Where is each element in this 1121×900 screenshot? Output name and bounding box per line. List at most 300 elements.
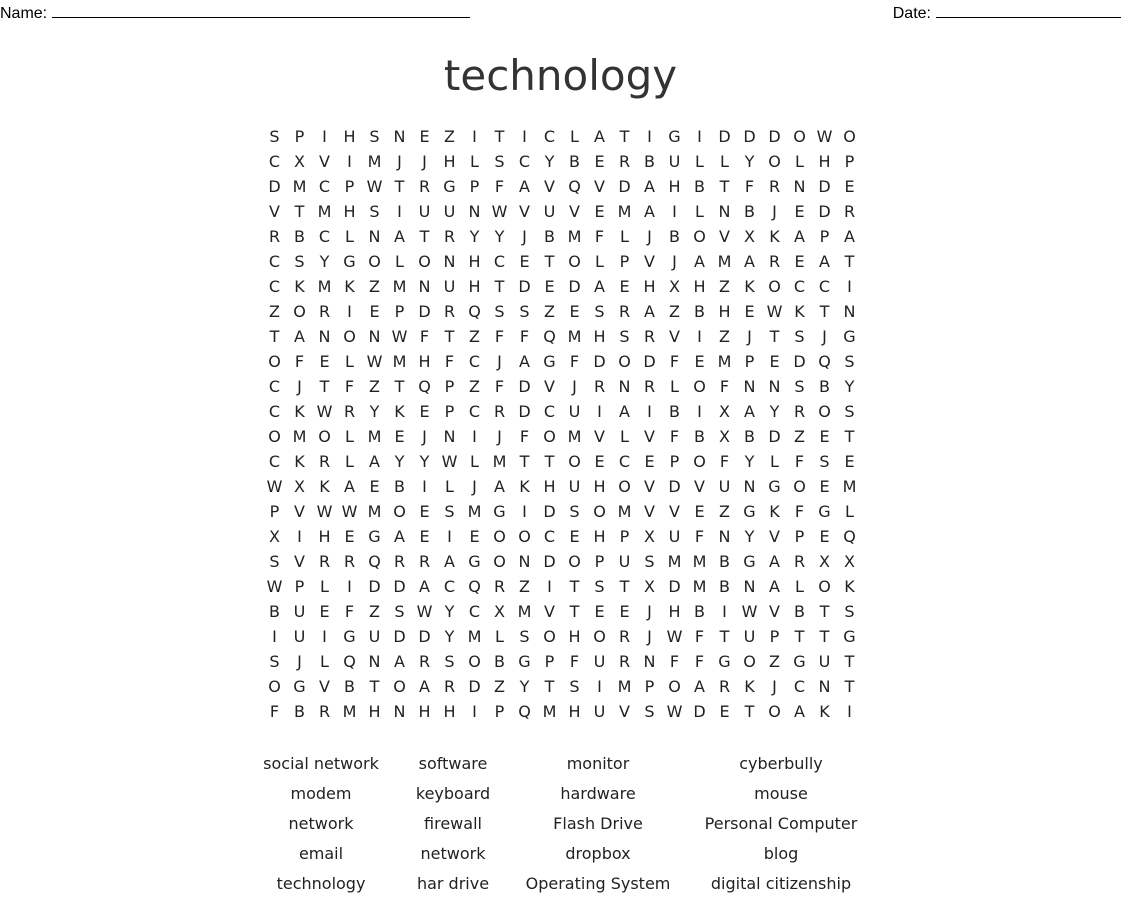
grid-letter[interactable]: C	[793, 677, 806, 696]
grid-letter[interactable]: A	[744, 402, 755, 421]
grid-letter[interactable]: B	[669, 227, 680, 246]
grid-letter[interactable]: H	[668, 177, 681, 196]
grid-letter[interactable]: E	[844, 452, 855, 471]
grid-letter[interactable]: S	[819, 452, 830, 471]
grid-letter[interactable]: Q	[468, 577, 481, 596]
grid-letter[interactable]: I	[322, 627, 327, 646]
name-blank-line[interactable]	[52, 3, 470, 18]
grid-letter[interactable]: O	[768, 702, 781, 721]
grid-letter[interactable]: R	[593, 377, 606, 396]
grid-letter[interactable]: S	[619, 327, 630, 346]
grid-letter[interactable]: M	[842, 477, 857, 496]
grid-letter[interactable]: U	[568, 477, 581, 496]
grid-letter[interactable]: Q	[543, 327, 556, 346]
grid-letter[interactable]: O	[568, 552, 581, 571]
grid-letter[interactable]: M	[342, 702, 357, 721]
grid-letter[interactable]: P	[669, 452, 680, 471]
grid-letter[interactable]: I	[447, 527, 452, 546]
grid-letter[interactable]: I	[547, 577, 552, 596]
grid-letter[interactable]: B	[744, 202, 755, 221]
grid-letter[interactable]: N	[418, 277, 431, 296]
grid-letter[interactable]: Q	[343, 652, 356, 671]
grid-letter[interactable]: N	[618, 377, 631, 396]
grid-letter[interactable]: I	[522, 502, 527, 521]
grid-letter[interactable]: H	[468, 277, 481, 296]
grid-letter[interactable]: O	[518, 527, 531, 546]
grid-letter[interactable]: T	[844, 252, 855, 271]
grid-letter[interactable]: F	[494, 177, 505, 196]
grid-letter[interactable]: O	[493, 527, 506, 546]
grid-letter[interactable]: O	[268, 677, 281, 696]
grid-letter[interactable]: O	[343, 327, 356, 346]
grid-letter[interactable]: G	[843, 327, 856, 346]
grid-letter[interactable]: Q	[418, 377, 431, 396]
grid-letter[interactable]: R	[268, 227, 281, 246]
grid-letter[interactable]: L	[620, 427, 629, 446]
grid-letter[interactable]: L	[345, 452, 354, 471]
grid-letter[interactable]: H	[443, 152, 456, 171]
grid-letter[interactable]: E	[319, 602, 330, 621]
grid-letter[interactable]: R	[493, 577, 506, 596]
grid-letter[interactable]: Z	[469, 327, 480, 346]
grid-letter[interactable]: M	[467, 627, 482, 646]
grid-letter[interactable]: E	[594, 152, 605, 171]
grid-letter[interactable]: J	[297, 652, 302, 671]
grid-letter[interactable]: O	[693, 227, 706, 246]
grid-letter[interactable]: O	[843, 127, 856, 146]
grid-letter[interactable]: C	[268, 402, 281, 421]
grid-letter[interactable]: U	[368, 627, 381, 646]
grid-letter[interactable]: F	[294, 352, 305, 371]
grid-letter[interactable]: G	[293, 677, 306, 696]
grid-letter[interactable]: E	[619, 277, 630, 296]
grid-letter[interactable]: W	[316, 402, 333, 421]
grid-letter[interactable]: D	[568, 277, 581, 296]
grid-letter[interactable]: S	[444, 652, 455, 671]
grid-letter[interactable]: O	[743, 652, 756, 671]
grid-letter[interactable]: I	[697, 127, 702, 146]
grid-letter[interactable]: V	[644, 477, 655, 496]
grid-letter[interactable]: Z	[369, 277, 380, 296]
grid-letter[interactable]: A	[769, 552, 780, 571]
grid-letter[interactable]: L	[720, 152, 729, 171]
grid-letter[interactable]: D	[468, 677, 481, 696]
grid-letter[interactable]: Z	[719, 502, 730, 521]
grid-letter[interactable]: O	[568, 452, 581, 471]
grid-letter[interactable]: S	[494, 302, 505, 321]
grid-letter[interactable]: T	[819, 602, 830, 621]
grid-letter[interactable]: D	[818, 177, 831, 196]
grid-letter[interactable]: P	[469, 177, 480, 196]
grid-letter[interactable]: Y	[519, 677, 530, 696]
grid-letter[interactable]: J	[422, 427, 427, 446]
grid-letter[interactable]: R	[643, 377, 656, 396]
grid-letter[interactable]: O	[493, 552, 506, 571]
grid-letter[interactable]: S	[844, 402, 855, 421]
grid-letter[interactable]: E	[769, 352, 780, 371]
grid-letter[interactable]: L	[620, 227, 629, 246]
grid-letter[interactable]: O	[768, 277, 781, 296]
grid-letter[interactable]: R	[318, 552, 331, 571]
grid-letter[interactable]: D	[743, 127, 756, 146]
grid-letter[interactable]: Z	[269, 302, 280, 321]
grid-letter[interactable]: U	[593, 652, 606, 671]
grid-letter[interactable]: W	[441, 452, 458, 471]
grid-letter[interactable]: K	[294, 277, 305, 296]
grid-letter[interactable]: O	[543, 627, 556, 646]
grid-letter[interactable]: L	[845, 502, 854, 521]
grid-letter[interactable]: T	[819, 302, 830, 321]
grid-letter[interactable]: T	[569, 577, 580, 596]
grid-letter[interactable]: D	[593, 352, 606, 371]
grid-letter[interactable]: L	[320, 652, 329, 671]
grid-letter[interactable]: M	[692, 577, 707, 596]
grid-letter[interactable]: C	[793, 277, 806, 296]
grid-letter[interactable]: B	[719, 577, 730, 596]
grid-letter[interactable]: H	[593, 327, 606, 346]
grid-letter[interactable]: E	[644, 452, 655, 471]
grid-letter[interactable]: E	[419, 127, 430, 146]
grid-letter[interactable]: C	[318, 177, 331, 196]
grid-letter[interactable]: W	[766, 302, 783, 321]
grid-letter[interactable]: Z	[469, 377, 480, 396]
grid-letter[interactable]: D	[543, 502, 556, 521]
grid-letter[interactable]: A	[394, 227, 405, 246]
grid-letter[interactable]: N	[518, 552, 531, 571]
grid-letter[interactable]: N	[818, 677, 831, 696]
grid-letter[interactable]: I	[697, 327, 702, 346]
grid-letter[interactable]: V	[569, 202, 580, 221]
grid-letter[interactable]: J	[297, 377, 302, 396]
grid-letter[interactable]: G	[518, 652, 531, 671]
grid-letter[interactable]: R	[493, 402, 506, 421]
grid-letter[interactable]: V	[519, 202, 530, 221]
grid-letter[interactable]: Y	[494, 227, 505, 246]
grid-letter[interactable]: Z	[544, 302, 555, 321]
grid-letter[interactable]: E	[819, 477, 830, 496]
grid-letter[interactable]: S	[594, 302, 605, 321]
grid-letter[interactable]: B	[494, 652, 505, 671]
grid-letter[interactable]: H	[568, 627, 581, 646]
grid-letter[interactable]: W	[666, 627, 683, 646]
grid-letter[interactable]: O	[793, 477, 806, 496]
grid-letter[interactable]: E	[569, 302, 580, 321]
grid-letter[interactable]: Q	[468, 302, 481, 321]
grid-letter[interactable]: T	[494, 127, 505, 146]
grid-letter[interactable]: D	[668, 477, 681, 496]
grid-letter[interactable]: S	[569, 677, 580, 696]
grid-letter[interactable]: I	[347, 152, 352, 171]
grid-letter[interactable]: O	[618, 477, 631, 496]
grid-letter[interactable]: L	[445, 477, 454, 496]
grid-letter[interactable]: A	[794, 227, 805, 246]
grid-letter[interactable]: B	[694, 602, 705, 621]
grid-letter[interactable]: F	[594, 227, 605, 246]
grid-letter[interactable]: J	[422, 152, 427, 171]
grid-letter[interactable]: L	[470, 152, 479, 171]
grid-letter[interactable]: E	[569, 527, 580, 546]
grid-letter[interactable]: A	[444, 552, 455, 571]
grid-letter[interactable]: G	[743, 552, 756, 571]
grid-letter[interactable]: Q	[368, 552, 381, 571]
grid-letter[interactable]: I	[597, 402, 602, 421]
grid-letter[interactable]: V	[769, 527, 780, 546]
grid-letter[interactable]: V	[619, 702, 630, 721]
grid-letter[interactable]: F	[794, 502, 805, 521]
grid-letter[interactable]: X	[719, 402, 730, 421]
grid-letter[interactable]: W	[316, 502, 333, 521]
grid-letter[interactable]: M	[567, 327, 582, 346]
grid-letter[interactable]: S	[794, 377, 805, 396]
grid-letter[interactable]: J	[497, 427, 502, 446]
grid-letter[interactable]: I	[347, 302, 352, 321]
grid-letter[interactable]: Z	[369, 602, 380, 621]
grid-letter[interactable]: R	[793, 402, 806, 421]
grid-letter[interactable]: T	[544, 677, 555, 696]
grid-letter[interactable]: H	[343, 127, 356, 146]
grid-letter[interactable]: C	[268, 377, 281, 396]
grid-letter[interactable]: G	[718, 652, 731, 671]
grid-letter[interactable]: E	[619, 602, 630, 621]
grid-letter[interactable]: O	[318, 427, 331, 446]
grid-letter[interactable]: D	[418, 627, 431, 646]
grid-letter[interactable]: B	[269, 602, 280, 621]
grid-letter[interactable]: O	[268, 427, 281, 446]
grid-letter[interactable]: E	[819, 527, 830, 546]
grid-letter[interactable]: V	[719, 227, 730, 246]
grid-letter[interactable]: D	[818, 202, 831, 221]
grid-letter[interactable]: D	[543, 552, 556, 571]
grid-letter[interactable]: F	[569, 652, 580, 671]
grid-letter[interactable]: G	[368, 527, 381, 546]
grid-letter[interactable]: C	[443, 577, 456, 596]
grid-letter[interactable]: F	[344, 602, 355, 621]
grid-letter[interactable]: P	[544, 652, 555, 671]
grid-letter[interactable]: L	[345, 227, 354, 246]
grid-letter[interactable]: L	[695, 202, 704, 221]
grid-letter[interactable]: O	[268, 352, 281, 371]
grid-letter[interactable]: K	[319, 477, 330, 496]
grid-letter[interactable]: E	[594, 602, 605, 621]
grid-letter[interactable]: E	[394, 427, 405, 446]
grid-letter[interactable]: M	[492, 452, 507, 471]
grid-letter[interactable]: O	[368, 252, 381, 271]
grid-letter[interactable]: J	[522, 227, 527, 246]
grid-letter[interactable]: Y	[319, 252, 330, 271]
grid-letter[interactable]: U	[668, 152, 681, 171]
grid-letter[interactable]: D	[643, 352, 656, 371]
grid-letter[interactable]: Z	[719, 327, 730, 346]
grid-letter[interactable]: Y	[744, 452, 755, 471]
grid-letter[interactable]: S	[294, 252, 305, 271]
grid-letter[interactable]: N	[368, 327, 381, 346]
grid-letter[interactable]: C	[543, 402, 556, 421]
grid-letter[interactable]: I	[472, 702, 477, 721]
grid-letter[interactable]: L	[470, 452, 479, 471]
grid-letter[interactable]: T	[619, 577, 630, 596]
grid-letter[interactable]: N	[743, 577, 756, 596]
grid-letter[interactable]: I	[847, 702, 852, 721]
grid-letter[interactable]: M	[367, 502, 382, 521]
grid-letter[interactable]: F	[719, 452, 730, 471]
grid-letter[interactable]: K	[744, 677, 755, 696]
grid-letter[interactable]: D	[793, 352, 806, 371]
grid-letter[interactable]: J	[822, 327, 827, 346]
grid-letter[interactable]: K	[844, 577, 855, 596]
grid-letter[interactable]: K	[519, 477, 530, 496]
grid-letter[interactable]: E	[344, 527, 355, 546]
grid-letter[interactable]: D	[518, 402, 531, 421]
grid-letter[interactable]: O	[568, 252, 581, 271]
grid-letter[interactable]: N	[468, 202, 481, 221]
grid-letter[interactable]: U	[418, 202, 431, 221]
grid-letter[interactable]: S	[569, 502, 580, 521]
grid-letter[interactable]: G	[843, 627, 856, 646]
grid-letter[interactable]: O	[693, 377, 706, 396]
grid-letter[interactable]: I	[472, 127, 477, 146]
grid-letter[interactable]: S	[444, 502, 455, 521]
grid-letter[interactable]: U	[443, 277, 456, 296]
grid-letter[interactable]: P	[494, 702, 505, 721]
grid-letter[interactable]: A	[794, 702, 805, 721]
grid-letter[interactable]: M	[292, 427, 307, 446]
grid-letter[interactable]: N	[443, 252, 456, 271]
grid-letter[interactable]: S	[519, 302, 530, 321]
grid-letter[interactable]: H	[718, 302, 731, 321]
grid-letter[interactable]: F	[269, 702, 280, 721]
grid-letter[interactable]: T	[844, 677, 855, 696]
grid-letter[interactable]: K	[769, 227, 780, 246]
grid-letter[interactable]: R	[343, 402, 356, 421]
grid-letter[interactable]: O	[393, 677, 406, 696]
grid-letter[interactable]: S	[269, 552, 280, 571]
grid-letter[interactable]: A	[419, 677, 430, 696]
grid-letter[interactable]: R	[418, 552, 431, 571]
grid-letter[interactable]: I	[297, 527, 302, 546]
grid-letter[interactable]: S	[644, 702, 655, 721]
grid-letter[interactable]: X	[719, 427, 730, 446]
grid-letter[interactable]: E	[694, 502, 705, 521]
grid-letter[interactable]: H	[568, 702, 581, 721]
grid-letter[interactable]: J	[497, 352, 502, 371]
grid-letter[interactable]: V	[294, 552, 305, 571]
grid-letter[interactable]: O	[793, 127, 806, 146]
grid-letter[interactable]: G	[818, 502, 831, 521]
grid-letter[interactable]: J	[772, 677, 777, 696]
grid-letter[interactable]: X	[294, 152, 305, 171]
grid-letter[interactable]: L	[395, 252, 404, 271]
grid-letter[interactable]: R	[618, 302, 631, 321]
grid-letter[interactable]: N	[393, 702, 406, 721]
grid-letter[interactable]: O	[393, 502, 406, 521]
grid-letter[interactable]: E	[419, 402, 430, 421]
grid-letter[interactable]: P	[444, 377, 455, 396]
grid-letter[interactable]: P	[769, 627, 780, 646]
grid-letter[interactable]: N	[318, 327, 331, 346]
grid-letter[interactable]: A	[819, 252, 830, 271]
grid-letter[interactable]: C	[318, 227, 331, 246]
grid-letter[interactable]: H	[418, 352, 431, 371]
grid-letter[interactable]: O	[543, 427, 556, 446]
grid-letter[interactable]: O	[818, 577, 831, 596]
grid-letter[interactable]: R	[793, 552, 806, 571]
grid-letter[interactable]: M	[617, 202, 632, 221]
grid-letter[interactable]: M	[367, 427, 382, 446]
grid-letter[interactable]: T	[544, 452, 555, 471]
grid-letter[interactable]: G	[343, 627, 356, 646]
grid-letter[interactable]: S	[394, 602, 405, 621]
grid-letter[interactable]: C	[518, 152, 531, 171]
grid-letter[interactable]: O	[418, 252, 431, 271]
grid-letter[interactable]: H	[643, 277, 656, 296]
grid-letter[interactable]: D	[618, 177, 631, 196]
grid-letter[interactable]: F	[694, 652, 705, 671]
grid-letter[interactable]: G	[468, 552, 481, 571]
grid-letter[interactable]: G	[343, 252, 356, 271]
grid-letter[interactable]: A	[344, 477, 355, 496]
grid-letter[interactable]: U	[593, 702, 606, 721]
grid-letter[interactable]: O	[593, 627, 606, 646]
grid-letter[interactable]: I	[847, 277, 852, 296]
grid-letter[interactable]: J	[672, 252, 677, 271]
grid-letter[interactable]: G	[543, 352, 556, 371]
grid-letter[interactable]: U	[568, 402, 581, 421]
grid-letter[interactable]: H	[668, 602, 681, 621]
grid-letter[interactable]: E	[519, 252, 530, 271]
grid-letter[interactable]: V	[644, 427, 655, 446]
grid-letter[interactable]: R	[318, 302, 331, 321]
grid-letter[interactable]: O	[693, 452, 706, 471]
grid-letter[interactable]: C	[618, 452, 631, 471]
grid-letter[interactable]: Q	[568, 177, 581, 196]
grid-letter[interactable]: N	[718, 202, 731, 221]
grid-letter[interactable]: I	[597, 677, 602, 696]
grid-letter[interactable]: B	[694, 302, 705, 321]
grid-letter[interactable]: D	[418, 302, 431, 321]
grid-letter[interactable]: C	[268, 452, 281, 471]
grid-letter[interactable]: D	[693, 702, 706, 721]
grid-letter[interactable]: A	[494, 477, 505, 496]
grid-letter[interactable]: Z	[769, 652, 780, 671]
grid-letter[interactable]: H	[443, 702, 456, 721]
grid-letter[interactable]: Q	[843, 527, 856, 546]
grid-letter[interactable]: M	[667, 552, 682, 571]
grid-letter[interactable]: F	[519, 427, 530, 446]
grid-letter[interactable]: O	[768, 152, 781, 171]
grid-letter[interactable]: L	[795, 152, 804, 171]
grid-letter[interactable]: W	[366, 352, 383, 371]
grid-letter[interactable]: N	[793, 177, 806, 196]
grid-letter[interactable]: B	[669, 402, 680, 421]
grid-letter[interactable]: M	[467, 502, 482, 521]
grid-letter[interactable]: A	[644, 177, 655, 196]
grid-letter[interactable]: J	[747, 327, 752, 346]
grid-letter[interactable]: C	[543, 127, 556, 146]
grid-letter[interactable]: P	[819, 227, 830, 246]
grid-letter[interactable]: J	[647, 227, 652, 246]
grid-letter[interactable]: T	[369, 677, 380, 696]
grid-letter[interactable]: R	[343, 552, 356, 571]
grid-letter[interactable]: P	[844, 152, 855, 171]
grid-letter[interactable]: Z	[494, 677, 505, 696]
grid-letter[interactable]: D	[518, 377, 531, 396]
grid-letter[interactable]: B	[544, 227, 555, 246]
grid-letter[interactable]: E	[794, 252, 805, 271]
grid-letter[interactable]: E	[844, 177, 855, 196]
grid-letter[interactable]: B	[344, 677, 355, 696]
grid-letter[interactable]: N	[843, 302, 856, 321]
grid-letter[interactable]: S	[269, 127, 280, 146]
